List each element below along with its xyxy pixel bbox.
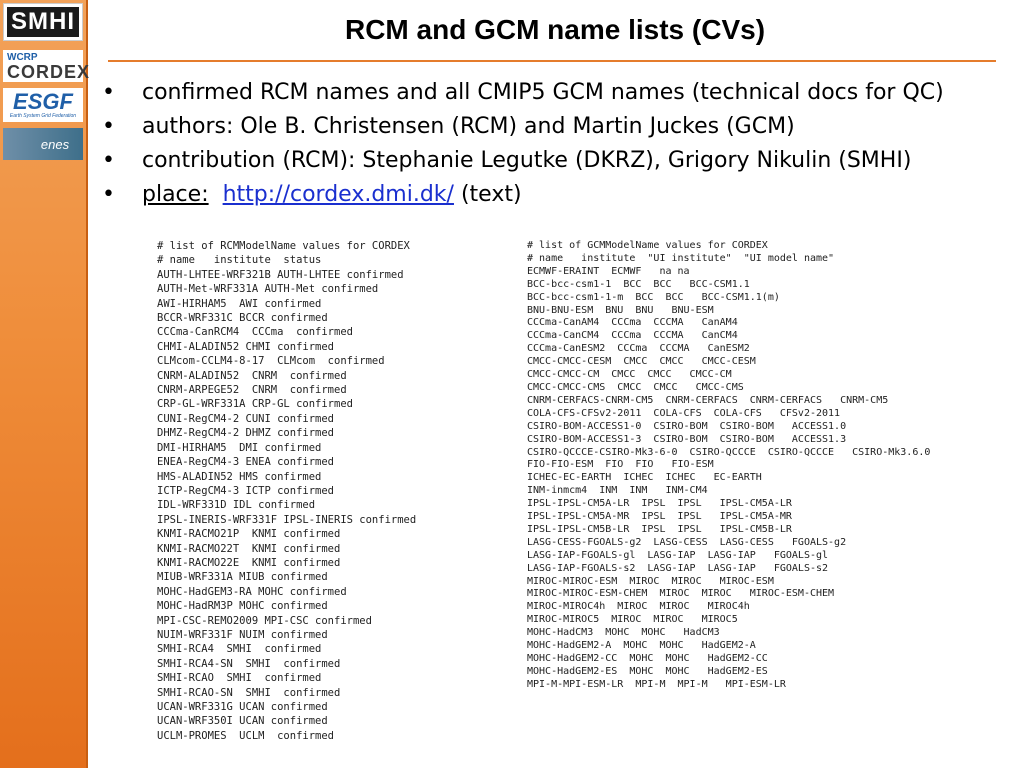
rcm-list-line: MIUB-WRF331A MIUB confirmed [157,571,328,584]
gcm-list-line: MOHC-HadGEM2-A MOHC MOHC HadGEM2-A [527,640,756,652]
bullet-dot: • [102,148,115,173]
rcm-list-line: DHMZ-RegCM4-2 DHMZ confirmed [157,427,335,440]
rcm-list-line: HMS-ALADIN52 HMS confirmed [157,470,322,483]
rcm-list-line: CRP-GL-WRF331A CRP-GL confirmed [157,398,353,411]
rcm-list-line: CHMI-ALADIN52 CHMI confirmed [157,340,335,353]
wcrp-logo-text: WCRP [7,51,38,63]
cordex-logo-text: CORDEX [7,61,91,82]
gcm-list-line: CSIRO-BOM-ACCESS1-0 CSIRO-BOM CSIRO-BOM ACCESS1.0 [527,420,847,432]
bullet-item [100,110,944,144]
smhi-logo [3,3,83,41]
rcm-list-line: # list of RCMModelName values for CORDEX [157,240,410,252]
rcm-list-line: KNMI-RACMO22E KNMI confirmed [157,556,341,569]
rcm-list-line: MPI-CSC-REMO2009 MPI-CSC confirmed [157,614,372,627]
gcm-list-line: CMCC-CMCC-CM CMCC CMCC CMCC-CM [527,369,732,381]
gcm-list-line: MOHC-HadCM3 MOHC MOHC HadCM3 [527,627,720,639]
gcm-list-line: CMCC-CMCC-CMS CMCC CMCC CMCC-CMS [527,381,744,393]
gcm-list-line: ECMWF-ERAINT ECMWF na na [527,265,690,277]
gcm-list-line: CSIRO-QCCCE-CSIRO-Mk3-6-0 CSIRO-QCCCE CSIRO-QCCCE CSIRO-Mk3.6.0 [527,446,931,458]
gcm-list-line: BCC-bcc-csm1-1 BCC BCC BCC-CSM1.1 [527,278,750,290]
rcm-list-line: BCCR-WRF331C BCCR confirmed [157,312,328,325]
link-suffix: (text) [453,182,522,207]
gcm-list-line: IPSL-IPSL-CM5A-LR IPSL IPSL IPSL-CM5A-LR [527,498,792,510]
bullet-dot: • [102,80,115,105]
rcm-list-line: AWI-HIRHAM5 AWI confirmed [157,297,322,310]
rcm-list-line: ICTP-RegCM4-3 ICTP confirmed [157,484,335,497]
rcm-list-line: MOHC-HadGEM3-RA MOHC confirmed [157,585,347,598]
gcm-list-line: MIROC-MIROC5 MIROC MIROC MIROC5 [527,614,738,626]
rcm-name-list [157,239,487,745]
gcm-list-line: INM-inmcm4 INM INM INM-CM4 [527,485,708,497]
title-divider [108,60,996,62]
gcm-list-line: CCCma-CanESM2 CCCma CCCMA CanESM2 [527,343,750,355]
rcm-list-line: CUNI-RegCM4-2 CUNI confirmed [157,412,335,425]
bullet-item [100,144,944,178]
gcm-list-line: MOHC-HadGEM2-ES MOHC MOHC HadGEM2-ES [527,665,768,677]
rcm-list-line: SMHI-RCAO-SN SMHI confirmed [157,686,341,699]
gcm-list-line: COLA-CFS-CFSv2-2011 COLA-CFS COLA-CFS CFSv2-2011 [527,407,841,419]
gcm-list-line: CNRM-CERFACS-CNRM-CM5 CNRM-CERFACS CNRM-CERFACS CNRM-CM5 [527,394,889,406]
rcm-list-line: CLMcom-CCLM4-8-17 CLMcom confirmed [157,355,385,368]
rcm-list-line: DMI-HIRHAM5 DMI confirmed [157,441,322,454]
enes-logo [3,128,83,160]
gcm-list-line: LASG-CESS-FGOALS-g2 LASG-CESS LASG-CESS FGOALS-g2 [527,536,847,548]
esgf-logo-text: ESGF [13,89,73,114]
gcm-name-list [527,240,1007,690]
rcm-list-line: NUIM-WRF331F NUIM confirmed [157,628,328,641]
gcm-list-line: CCCma-CanAM4 CCCma CCCMA CanAM4 [527,317,738,329]
gcm-list-line: MOHC-HadGEM2-CC MOHC MOHC HadGEM2-CC [527,653,768,664]
rcm-list-line: UCAN-WRF350I UCAN confirmed [157,715,328,728]
logo-sidebar [0,0,91,768]
bullet-text: authors: Ole B. Christensen (RCM) and Martin Juckes (GCM) [142,114,795,139]
gcm-list-line: ICHEC-EC-EARTH ICHEC ICHEC EC-EARTH [527,472,762,484]
wcrp-cordex-logo [3,50,91,82]
rcm-list-line: CCCma-CanRCM4 CCCma confirmed [157,326,353,339]
gcm-list-line: CMCC-CMCC-CESM CMCC CMCC CMCC-CESM [527,356,756,368]
gcm-list-line: BCC-bcc-csm1-1-m BCC BCC BCC-CSM1.1(m) [527,291,780,303]
esgf-logo [3,88,83,122]
gcm-list-line: FIO-FIO-ESM FIO FIO FIO-ESM [527,459,714,471]
gcm-list-line: MPI-M-MPI-ESM-LR MPI-M MPI-M MPI-ESM-LR [527,678,786,690]
cordex-dmi-link[interactable]: http://cordex.dmi.dk/ [222,182,454,207]
bullet-text: contribution (RCM): Stephanie Legutke (DKRZ), Grigory Nikulin (SMHI) [142,148,912,173]
gcm-list-line: # list of GCMModelName values for CORDEX [527,240,768,251]
rcm-list-line: UCLM-PROMES UCLM confirmed [157,729,335,742]
gcm-list-line: BNU-BNU-ESM BNU BNU BNU-ESM [527,304,714,316]
gcm-list-line: LASG-IAP-FGOALS-gl LASG-IAP LASG-IAP FGOALS-gl [527,549,829,561]
gcm-list-line: CSIRO-BOM-ACCESS1-3 CSIRO-BOM CSIRO-BOM ACCESS1.3 [527,433,847,445]
bullet-text: confirmed RCM names and all CMIP5 GCM names (technical docs for QC) [142,80,944,105]
rcm-list-line: ENEA-RegCM4-3 ENEA confirmed [157,456,335,469]
esgf-logo-subtitle: Earth System Grid Federation [9,113,77,119]
gcm-list-line: CCCma-CanCM4 CCCma CCCMA CanCM4 [527,330,738,342]
rcm-list-line: KNMI-RACMO22T KNMI confirmed [157,542,341,555]
rcm-list-line: IPSL-INERIS-WRF331F IPSL-INERIS confirmed [157,513,417,526]
place-label: place: [142,182,209,207]
rcm-list-line: IDL-WRF331D IDL confirmed [157,499,316,512]
rcm-list-line: SMHI-RCAO SMHI confirmed [157,672,322,685]
rcm-list-line: UCAN-WRF331G UCAN confirmed [157,701,328,713]
smhi-logo-text: SMHI [7,7,79,37]
bullet-dot: • [102,182,115,207]
rcm-list-line: SMHI-RCA4-SN SMHI confirmed [157,657,341,670]
gcm-list-line: MIROC-MIROC4h MIROC MIROC MIROC4h [527,601,750,613]
gcm-list-line: MIROC-MIROC-ESM-CHEM MIROC MIROC MIROC-ESM-CHEM [527,588,835,600]
gcm-list-line: IPSL-IPSL-CM5B-LR IPSL IPSL IPSL-CM5B-LR [527,523,792,535]
enes-logo-text: enes [40,136,70,152]
gcm-list-line: MIROC-MIROC-ESM MIROC MIROC MIROC-ESM [527,575,774,587]
rcm-list-line: SMHI-RCA4 SMHI confirmed [157,643,322,656]
rcm-list-line: AUTH-Met-WRF331A AUTH-Met confirmed [157,283,379,296]
rcm-list-line: KNMI-RACMO21P KNMI confirmed [157,528,341,541]
gcm-list-line: IPSL-IPSL-CM5A-MR IPSL IPSL IPSL-CM5A-MR [527,511,792,523]
bullet-dot: • [102,114,115,139]
slide-title: RCM and GCM name lists (CVs) [344,14,766,45]
rcm-list-line: CNRM-ALADIN52 CNRM confirmed [157,369,347,382]
gcm-list-line: LASG-IAP-FGOALS-s2 LASG-IAP LASG-IAP FGOALS-s2 [527,562,829,574]
bullet-list [100,76,944,212]
rcm-list-line: AUTH-LHTEE-WRF321B AUTH-LHTEE confirmed [157,268,404,281]
rcm-list-line: MOHC-HadRM3P MOHC confirmed [157,600,328,613]
bullet-item [100,178,944,212]
rcm-list-line: # name institute status [157,254,322,267]
bullet-item [100,76,944,110]
rcm-list-line: CNRM-ARPEGE52 CNRM confirmed [157,384,347,397]
gcm-list-line: # name institute "UI institute" "UI model name" [527,252,835,264]
